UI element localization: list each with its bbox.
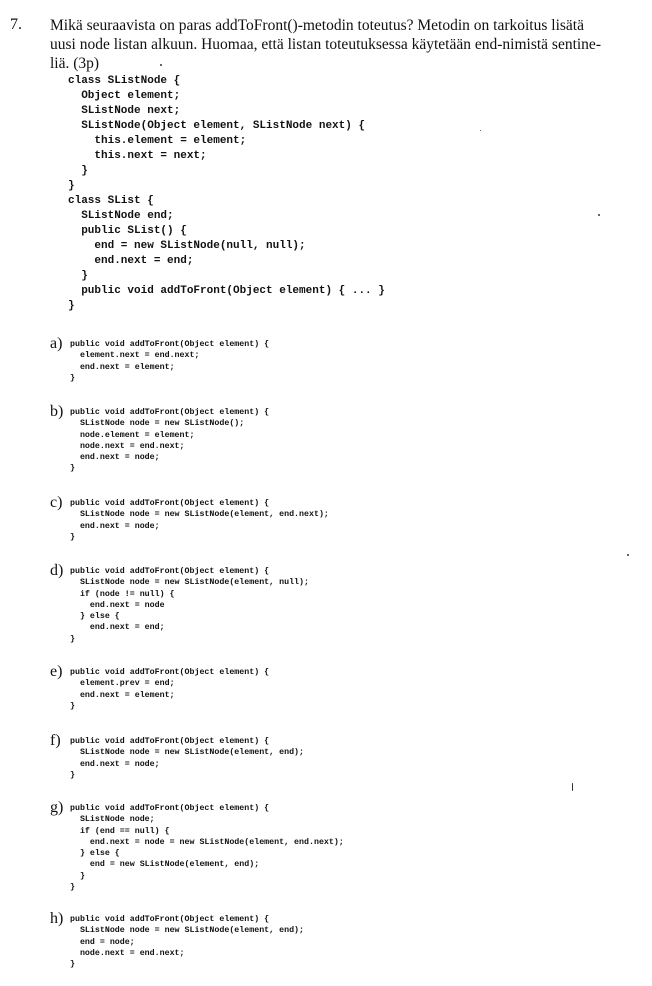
code-line: public void addToFront(Object element) { <box>70 804 270 813</box>
code-line: SListNode node; <box>70 815 155 825</box>
option-code <box>70 407 269 475</box>
code-line: } <box>70 701 75 711</box>
code-line: public void addToFront(Object element) { <box>70 567 270 576</box>
main-code-block <box>68 74 385 314</box>
code-line: } <box>70 883 75 893</box>
code-line: public void addToFront(Object element) { <box>70 915 270 924</box>
scan-speck <box>160 64 162 66</box>
option-label: f) <box>50 732 61 749</box>
code-line: if (node != null) { <box>70 589 175 599</box>
code-line: node.next = end.next; <box>70 948 185 958</box>
scan-speck <box>598 214 600 216</box>
code-line: } <box>70 464 75 474</box>
code-line: SListNode(Object element, SListNode next) { <box>68 120 366 132</box>
question-line: liä. (3p) <box>50 55 100 72</box>
code-line: SListNode end; <box>68 210 174 222</box>
code-line: public void addToFront(Object element) { <box>70 408 270 417</box>
option-code <box>70 667 269 712</box>
code-line: SListNode node = new SListNode(element, end); <box>70 748 305 758</box>
code-line: class SListNode { <box>68 75 181 87</box>
code-line: end.next = node; <box>70 521 160 531</box>
code-line: end.next = end; <box>68 255 194 267</box>
code-line: SListNode next; <box>68 105 181 117</box>
option-code <box>70 914 304 970</box>
code-line: } <box>70 770 75 780</box>
code-line: public void addToFront(Object element) { <box>70 737 270 746</box>
scan-speck <box>480 130 481 131</box>
option-label: g) <box>50 799 64 816</box>
code-line: } <box>70 960 75 970</box>
code-line: } <box>68 165 88 177</box>
code-line: } <box>70 532 75 542</box>
option-label: b) <box>50 403 64 420</box>
code-line: element.next = end.next; <box>70 351 200 361</box>
code-line: element.prev = end; <box>70 679 175 689</box>
question-line: Mikä seuraavista on paras addToFront()-metodin toteutus? Metodin on tarkoitus lisätä <box>50 17 584 34</box>
code-line: } <box>70 373 75 383</box>
code-line: class SList { <box>68 195 154 207</box>
code-line: end.next = node; <box>70 759 160 769</box>
option-code <box>70 339 269 384</box>
question-number: 7. <box>10 16 22 33</box>
scan-speck <box>572 783 573 791</box>
code-line: public SList() { <box>68 225 187 237</box>
code-line: end = node; <box>70 937 135 947</box>
code-line: public void addToFront(Object element) { <box>70 668 270 677</box>
code-line: } <box>70 634 75 644</box>
code-line: SListNode node = new SListNode(element, end); <box>70 926 305 936</box>
code-line: public void addToFront(Object element) { <box>70 499 270 508</box>
code-line: this.next = next; <box>68 150 207 162</box>
code-line: end.next = end; <box>70 623 165 633</box>
code-line: end.next = element; <box>70 362 175 372</box>
code-line: } else { <box>70 849 120 859</box>
code-line: public void addToFront(Object element) { <box>70 340 270 349</box>
option-code <box>70 498 329 543</box>
code-line: end.next = element; <box>70 690 175 700</box>
code-line: node.next = end.next; <box>70 441 185 451</box>
code-line: } <box>68 300 75 312</box>
code-line: Object element; <box>68 90 181 102</box>
option-label: c) <box>50 494 63 511</box>
code-line: if (end == null) { <box>70 826 170 836</box>
code-line: end = new SListNode(element, end); <box>70 860 260 870</box>
option-label: h) <box>50 910 64 927</box>
option-code <box>70 803 344 893</box>
option-code <box>70 736 304 781</box>
code-line: this.element = element; <box>68 135 247 147</box>
code-line: } <box>68 180 75 192</box>
code-line: public void addToFront(Object element) { ... } <box>68 285 385 297</box>
code-line: end.next = node; <box>70 453 160 463</box>
code-line: SListNode node = new SListNode(); <box>70 419 245 429</box>
code-line: end.next = node <box>70 600 165 610</box>
option-label: e) <box>50 663 63 680</box>
code-line: node.element = element; <box>70 430 195 440</box>
question-text <box>50 16 642 73</box>
option-label: a) <box>50 335 63 352</box>
code-line: SListNode node = new SListNode(element, end.next); <box>70 510 329 520</box>
code-line: SListNode node = new SListNode(element, null); <box>70 578 309 588</box>
code-line: } else { <box>70 612 120 622</box>
code-line: } <box>70 871 85 881</box>
code-line: } <box>68 270 88 282</box>
code-line: end.next = node = new SListNode(element, end.next); <box>70 837 344 847</box>
code-line: end = new SListNode(null, null); <box>68 240 306 252</box>
option-label: d) <box>50 562 64 579</box>
question-line: uusi node listan alkuun. Huomaa, että listan toteutuksessa käytetään end-nimistä sentine- <box>50 36 601 53</box>
option-code <box>70 566 309 645</box>
scan-speck <box>627 554 629 556</box>
